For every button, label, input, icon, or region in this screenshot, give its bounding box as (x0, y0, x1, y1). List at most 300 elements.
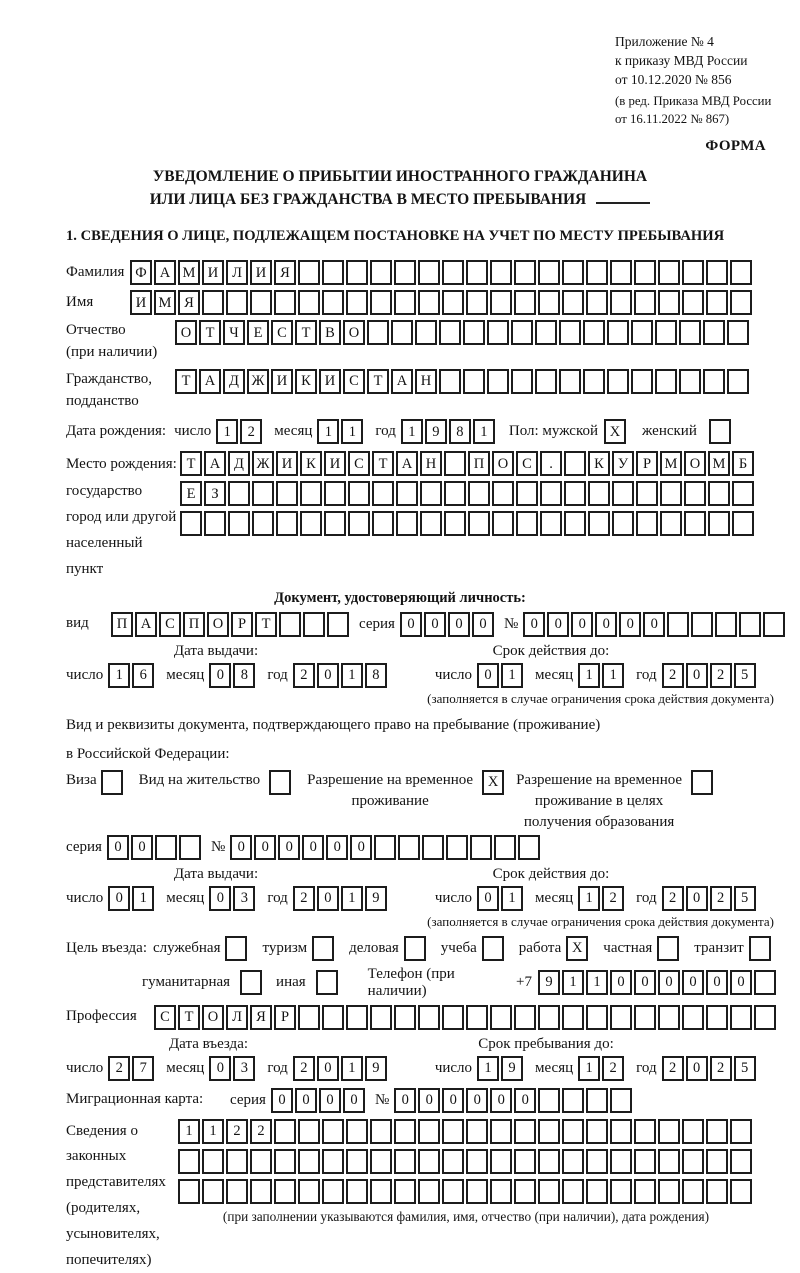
char-box[interactable]: 0 (107, 835, 129, 860)
char-box[interactable]: О (207, 612, 229, 637)
char-box[interactable] (202, 1149, 224, 1174)
char-box[interactable] (322, 1005, 344, 1030)
purpose-tourism-checkbox[interactable] (312, 936, 334, 961)
char-box[interactable] (511, 320, 533, 345)
char-box[interactable]: О (684, 451, 706, 476)
char-box[interactable]: Т (178, 1005, 200, 1030)
char-box[interactable] (634, 290, 656, 315)
char-box[interactable] (538, 260, 560, 285)
char-box[interactable]: У (612, 451, 634, 476)
char-box[interactable] (634, 260, 656, 285)
char-box[interactable]: 0 (400, 612, 422, 637)
char-box[interactable] (634, 1179, 656, 1204)
char-box[interactable] (562, 1119, 584, 1144)
char-box[interactable] (442, 260, 464, 285)
char-box[interactable] (514, 1149, 536, 1174)
char-box[interactable]: 0 (209, 1056, 231, 1081)
char-box[interactable] (442, 1179, 464, 1204)
char-box[interactable] (607, 320, 629, 345)
char-box[interactable] (348, 481, 370, 506)
char-box[interactable] (250, 1179, 272, 1204)
char-box[interactable]: О (202, 1005, 224, 1030)
char-box[interactable] (514, 1119, 536, 1144)
char-box[interactable] (226, 1179, 248, 1204)
char-box[interactable]: 0 (686, 663, 708, 688)
char-box[interactable] (322, 1119, 344, 1144)
char-box[interactable]: 1 (578, 886, 600, 911)
char-box[interactable] (658, 1119, 680, 1144)
char-box[interactable] (442, 1149, 464, 1174)
char-box[interactable] (415, 320, 437, 345)
char-box[interactable]: 2 (662, 663, 684, 688)
char-box[interactable]: 1 (401, 419, 423, 444)
char-box[interactable]: Р (274, 1005, 296, 1030)
char-box[interactable]: 0 (131, 835, 153, 860)
char-box[interactable]: 1 (586, 970, 608, 995)
char-box[interactable] (706, 1149, 728, 1174)
char-box[interactable] (682, 260, 704, 285)
char-box[interactable] (636, 481, 658, 506)
char-box[interactable] (303, 612, 325, 637)
char-box[interactable] (396, 481, 418, 506)
char-box[interactable]: 0 (571, 612, 593, 637)
char-box[interactable]: Р (231, 612, 253, 637)
char-box[interactable] (715, 612, 737, 637)
char-box[interactable]: 1 (562, 970, 584, 995)
char-box[interactable] (559, 369, 581, 394)
residence-permit-checkbox[interactable] (269, 770, 291, 795)
char-box[interactable]: Ж (247, 369, 269, 394)
char-box[interactable]: 0 (271, 1088, 293, 1113)
char-box[interactable] (739, 612, 761, 637)
char-box[interactable] (730, 1149, 752, 1174)
char-box[interactable] (564, 511, 586, 536)
char-box[interactable]: З (204, 481, 226, 506)
char-box[interactable] (492, 511, 514, 536)
char-box[interactable] (490, 1005, 512, 1030)
char-box[interactable] (490, 290, 512, 315)
char-box[interactable]: 1 (341, 663, 363, 688)
char-box[interactable] (418, 1005, 440, 1030)
char-box[interactable]: 0 (230, 835, 252, 860)
char-box[interactable] (394, 290, 416, 315)
char-box[interactable]: Т (180, 451, 202, 476)
char-box[interactable] (538, 1119, 560, 1144)
char-box[interactable] (346, 260, 368, 285)
char-box[interactable] (394, 1149, 416, 1174)
char-box[interactable] (274, 1119, 296, 1144)
char-box[interactable]: А (154, 260, 176, 285)
char-box[interactable] (370, 1149, 392, 1174)
char-box[interactable]: М (154, 290, 176, 315)
char-box[interactable]: 1 (578, 663, 600, 688)
char-box[interactable]: Е (247, 320, 269, 345)
char-box[interactable] (562, 1149, 584, 1174)
temp-residence-checkbox[interactable]: X (482, 770, 504, 795)
char-box[interactable]: 1 (341, 419, 363, 444)
char-box[interactable]: 8 (233, 663, 255, 688)
char-box[interactable] (490, 1119, 512, 1144)
char-box[interactable] (634, 1005, 656, 1030)
char-box[interactable]: Т (255, 612, 277, 637)
char-box[interactable] (610, 1119, 632, 1144)
char-box[interactable] (466, 1005, 488, 1030)
char-box[interactable]: Т (372, 451, 394, 476)
char-box[interactable]: 1 (477, 1056, 499, 1081)
char-box[interactable]: Д (228, 451, 250, 476)
char-box[interactable]: 9 (538, 970, 560, 995)
char-box[interactable]: 0 (254, 835, 276, 860)
char-box[interactable]: 2 (226, 1119, 248, 1144)
char-box[interactable] (562, 1088, 584, 1113)
char-box[interactable]: Я (178, 290, 200, 315)
char-box[interactable] (418, 1119, 440, 1144)
char-box[interactable]: 9 (501, 1056, 523, 1081)
char-box[interactable]: А (391, 369, 413, 394)
char-box[interactable]: 1 (317, 419, 339, 444)
char-box[interactable] (682, 1149, 704, 1174)
purpose-official-checkbox[interactable] (225, 936, 247, 961)
char-box[interactable] (607, 369, 629, 394)
char-box[interactable]: 0 (619, 612, 641, 637)
char-box[interactable] (636, 511, 658, 536)
char-box[interactable]: Л (226, 260, 248, 285)
char-box[interactable] (300, 511, 322, 536)
char-box[interactable] (394, 1119, 416, 1144)
char-box[interactable]: 0 (319, 1088, 341, 1113)
char-box[interactable]: 9 (365, 1056, 387, 1081)
char-box[interactable] (178, 1179, 200, 1204)
char-box[interactable]: 3 (233, 886, 255, 911)
char-box[interactable] (487, 369, 509, 394)
char-box[interactable] (703, 320, 725, 345)
char-box[interactable]: 1 (341, 886, 363, 911)
char-box[interactable] (444, 511, 466, 536)
char-box[interactable] (514, 260, 536, 285)
char-box[interactable]: 9 (425, 419, 447, 444)
char-box[interactable] (655, 320, 677, 345)
char-box[interactable] (516, 481, 538, 506)
char-box[interactable] (490, 1179, 512, 1204)
char-box[interactable] (463, 369, 485, 394)
char-box[interactable]: И (319, 369, 341, 394)
char-box[interactable] (418, 290, 440, 315)
char-box[interactable] (394, 1005, 416, 1030)
char-box[interactable]: К (588, 451, 610, 476)
char-box[interactable]: Т (175, 369, 197, 394)
char-box[interactable] (274, 1179, 296, 1204)
char-box[interactable] (518, 835, 540, 860)
char-box[interactable] (324, 511, 346, 536)
char-box[interactable] (610, 1149, 632, 1174)
char-box[interactable] (418, 1149, 440, 1174)
char-box[interactable] (276, 511, 298, 536)
char-box[interactable]: Т (367, 369, 389, 394)
char-box[interactable] (439, 320, 461, 345)
char-box[interactable] (466, 1149, 488, 1174)
char-box[interactable] (346, 1149, 368, 1174)
char-box[interactable] (562, 1005, 584, 1030)
char-box[interactable]: 8 (365, 663, 387, 688)
purpose-other-checkbox[interactable] (316, 970, 338, 995)
char-box[interactable]: 1 (132, 886, 154, 911)
char-box[interactable]: 6 (132, 663, 154, 688)
char-box[interactable]: 5 (734, 663, 756, 688)
purpose-private-checkbox[interactable] (657, 936, 679, 961)
char-box[interactable] (682, 1179, 704, 1204)
char-box[interactable]: 0 (302, 835, 324, 860)
char-box[interactable]: 1 (501, 663, 523, 688)
char-box[interactable] (226, 290, 248, 315)
char-box[interactable] (346, 1005, 368, 1030)
char-box[interactable]: 0 (686, 1056, 708, 1081)
char-box[interactable]: 1 (602, 663, 624, 688)
char-box[interactable] (298, 1149, 320, 1174)
char-box[interactable]: 2 (293, 663, 315, 688)
char-box[interactable] (706, 290, 728, 315)
char-box[interactable]: 0 (295, 1088, 317, 1113)
char-box[interactable]: 8 (449, 419, 471, 444)
char-box[interactable]: М (178, 260, 200, 285)
char-box[interactable]: 2 (108, 1056, 130, 1081)
sex-female-checkbox[interactable] (709, 419, 731, 444)
char-box[interactable]: 0 (477, 663, 499, 688)
char-box[interactable]: 0 (610, 970, 632, 995)
char-box[interactable]: С (516, 451, 538, 476)
char-box[interactable]: Т (295, 320, 317, 345)
char-box[interactable] (396, 511, 418, 536)
char-box[interactable]: 1 (341, 1056, 363, 1081)
char-box[interactable]: 0 (317, 663, 339, 688)
char-box[interactable]: 0 (523, 612, 545, 637)
char-box[interactable]: 0 (514, 1088, 536, 1113)
char-box[interactable] (322, 1149, 344, 1174)
char-box[interactable] (708, 511, 730, 536)
char-box[interactable] (655, 369, 677, 394)
char-box[interactable]: 7 (132, 1056, 154, 1081)
char-box[interactable] (535, 369, 557, 394)
char-box[interactable] (727, 369, 749, 394)
char-box[interactable] (691, 612, 713, 637)
char-box[interactable]: 1 (108, 663, 130, 688)
purpose-humanitarian-checkbox[interactable] (240, 970, 262, 995)
char-box[interactable]: Н (415, 369, 437, 394)
char-box[interactable] (348, 511, 370, 536)
char-box[interactable] (706, 1179, 728, 1204)
char-box[interactable] (279, 612, 301, 637)
char-box[interactable] (327, 612, 349, 637)
char-box[interactable]: П (468, 451, 490, 476)
char-box[interactable] (631, 320, 653, 345)
char-box[interactable]: 0 (317, 1056, 339, 1081)
char-box[interactable] (370, 1179, 392, 1204)
char-box[interactable] (562, 290, 584, 315)
char-box[interactable]: 0 (317, 886, 339, 911)
char-box[interactable]: 0 (643, 612, 665, 637)
char-box[interactable]: С (348, 451, 370, 476)
char-box[interactable] (470, 835, 492, 860)
char-box[interactable] (468, 481, 490, 506)
char-box[interactable]: С (343, 369, 365, 394)
char-box[interactable] (612, 511, 634, 536)
char-box[interactable]: П (111, 612, 133, 637)
char-box[interactable]: Я (250, 1005, 272, 1030)
char-box[interactable] (418, 1179, 440, 1204)
char-box[interactable] (706, 1005, 728, 1030)
char-box[interactable] (204, 511, 226, 536)
char-box[interactable] (564, 451, 586, 476)
char-box[interactable]: 0 (682, 970, 704, 995)
char-box[interactable] (631, 369, 653, 394)
char-box[interactable] (466, 290, 488, 315)
char-box[interactable] (559, 320, 581, 345)
char-box[interactable] (706, 260, 728, 285)
char-box[interactable] (374, 835, 396, 860)
char-box[interactable] (372, 481, 394, 506)
char-box[interactable] (492, 481, 514, 506)
char-box[interactable] (442, 1005, 464, 1030)
char-box[interactable]: О (343, 320, 365, 345)
char-box[interactable]: 2 (293, 886, 315, 911)
sex-male-checkbox[interactable]: X (604, 419, 626, 444)
char-box[interactable] (511, 369, 533, 394)
char-box[interactable] (540, 511, 562, 536)
char-box[interactable] (730, 260, 752, 285)
char-box[interactable] (610, 1179, 632, 1204)
char-box[interactable] (274, 1149, 296, 1174)
char-box[interactable]: 1 (578, 1056, 600, 1081)
char-box[interactable] (730, 1119, 752, 1144)
char-box[interactable]: 2 (602, 1056, 624, 1081)
char-box[interactable] (682, 1119, 704, 1144)
purpose-transit-checkbox[interactable] (749, 936, 771, 961)
char-box[interactable] (394, 1179, 416, 1204)
char-box[interactable] (155, 835, 177, 860)
char-box[interactable] (274, 290, 296, 315)
char-box[interactable] (682, 290, 704, 315)
char-box[interactable] (612, 481, 634, 506)
char-box[interactable] (370, 1005, 392, 1030)
char-box[interactable]: 2 (293, 1056, 315, 1081)
char-box[interactable]: 0 (706, 970, 728, 995)
char-box[interactable] (586, 1088, 608, 1113)
char-box[interactable] (732, 511, 754, 536)
char-box[interactable]: С (154, 1005, 176, 1030)
char-box[interactable] (466, 1179, 488, 1204)
char-box[interactable]: С (271, 320, 293, 345)
char-box[interactable]: 2 (710, 1056, 732, 1081)
char-box[interactable] (367, 320, 389, 345)
char-box[interactable] (588, 481, 610, 506)
char-box[interactable] (562, 260, 584, 285)
char-box[interactable] (252, 511, 274, 536)
char-box[interactable] (298, 1005, 320, 1030)
char-box[interactable]: О (175, 320, 197, 345)
temp-residence-edu-checkbox[interactable] (691, 770, 713, 795)
char-box[interactable]: 2 (602, 886, 624, 911)
char-box[interactable] (298, 1179, 320, 1204)
char-box[interactable]: 0 (418, 1088, 440, 1113)
char-box[interactable] (422, 835, 444, 860)
char-box[interactable] (463, 320, 485, 345)
char-box[interactable]: 0 (424, 612, 446, 637)
char-box[interactable]: А (199, 369, 221, 394)
char-box[interactable] (586, 1179, 608, 1204)
char-box[interactable]: 0 (343, 1088, 365, 1113)
char-box[interactable] (583, 320, 605, 345)
char-box[interactable] (346, 1179, 368, 1204)
char-box[interactable]: И (250, 260, 272, 285)
char-box[interactable]: Т (199, 320, 221, 345)
char-box[interactable] (442, 290, 464, 315)
char-box[interactable] (324, 481, 346, 506)
char-box[interactable]: О (492, 451, 514, 476)
char-box[interactable] (684, 511, 706, 536)
char-box[interactable] (322, 260, 344, 285)
char-box[interactable]: С (159, 612, 181, 637)
char-box[interactable] (586, 290, 608, 315)
char-box[interactable] (298, 260, 320, 285)
char-box[interactable]: А (204, 451, 226, 476)
char-box[interactable]: 2 (710, 663, 732, 688)
char-box[interactable] (538, 1149, 560, 1174)
char-box[interactable]: И (271, 369, 293, 394)
char-box[interactable]: 2 (710, 886, 732, 911)
char-box[interactable]: 1 (216, 419, 238, 444)
char-box[interactable]: К (300, 451, 322, 476)
char-box[interactable] (535, 320, 557, 345)
char-box[interactable]: К (295, 369, 317, 394)
char-box[interactable] (703, 369, 725, 394)
char-box[interactable] (490, 1149, 512, 1174)
char-box[interactable]: М (708, 451, 730, 476)
char-box[interactable]: П (183, 612, 205, 637)
char-box[interactable] (250, 290, 272, 315)
char-box[interactable] (372, 511, 394, 536)
char-box[interactable]: Н (420, 451, 442, 476)
char-box[interactable]: 0 (634, 970, 656, 995)
char-box[interactable] (588, 511, 610, 536)
char-box[interactable]: 5 (734, 886, 756, 911)
char-box[interactable] (346, 290, 368, 315)
char-box[interactable]: 1 (178, 1119, 200, 1144)
char-box[interactable]: Б (732, 451, 754, 476)
char-box[interactable]: В (319, 320, 341, 345)
char-box[interactable]: И (130, 290, 152, 315)
char-box[interactable] (180, 511, 202, 536)
char-box[interactable]: М (660, 451, 682, 476)
char-box[interactable]: 1 (202, 1119, 224, 1144)
char-box[interactable]: 0 (209, 663, 231, 688)
char-box[interactable] (252, 481, 274, 506)
char-box[interactable] (370, 1119, 392, 1144)
char-box[interactable] (538, 1088, 560, 1113)
char-box[interactable] (732, 481, 754, 506)
char-box[interactable] (660, 511, 682, 536)
char-box[interactable] (468, 511, 490, 536)
char-box[interactable]: 0 (658, 970, 680, 995)
purpose-work-checkbox[interactable]: X (566, 936, 588, 961)
char-box[interactable] (679, 320, 701, 345)
char-box[interactable] (610, 1088, 632, 1113)
char-box[interactable] (667, 612, 689, 637)
char-box[interactable]: И (202, 260, 224, 285)
visa-checkbox[interactable] (101, 770, 123, 795)
char-box[interactable] (682, 1005, 704, 1030)
char-box[interactable] (514, 1005, 536, 1030)
char-box[interactable] (346, 1119, 368, 1144)
char-box[interactable] (322, 290, 344, 315)
